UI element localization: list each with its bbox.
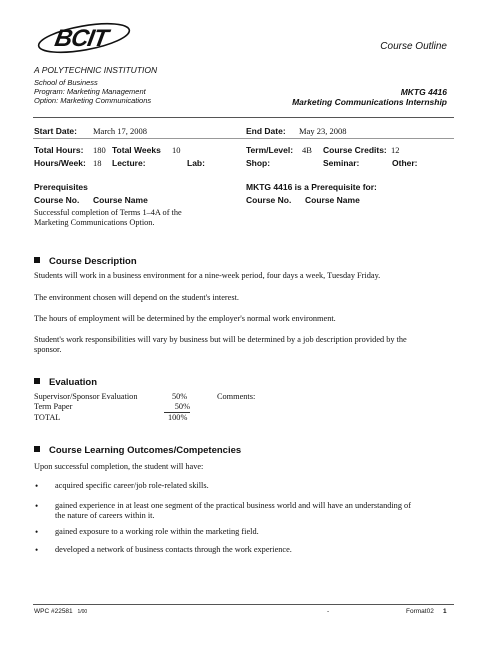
footer-wpc-number: WPC #22581 — [34, 608, 73, 615]
term-level-value: 4B — [302, 145, 312, 155]
school-info — [34, 78, 151, 105]
eval-pct: 50% — [172, 392, 188, 401]
prereq-text — [34, 208, 182, 228]
eval-pct: 100% — [168, 413, 188, 422]
description-p4-line: Student's work responsibilities will vary by business but will be determined by a job description provided by the — [34, 335, 407, 344]
institution-tagline: A POLYTECHNIC INSTITUTION — [34, 65, 158, 75]
footer-dash: - — [327, 608, 330, 615]
course-description-heading — [34, 256, 137, 267]
outcome-item: gained experience in at least one segment of the practical business world and will have an understanding of — [55, 501, 411, 510]
comments-label: Comments: — [217, 392, 256, 401]
start-date-label: Start Date: — [34, 126, 77, 136]
outcome-item-continued: the nature of careers within it. — [55, 511, 155, 520]
seminar-label: Seminar: — [323, 158, 360, 168]
outcome-item: acquired specific career/job role-related skills. — [55, 481, 209, 490]
bullet-icon: • — [35, 501, 39, 511]
bcit-logo: BCIT — [52, 25, 110, 52]
doc-type-title: Course Outline — [380, 41, 447, 52]
outcome-item: gained exposure to a working role within the marketing field. — [55, 527, 259, 536]
other-label: Other: — [392, 158, 418, 168]
prereq-col-course-name: Course Name — [93, 195, 148, 205]
footer-format: Format02 — [406, 608, 434, 615]
course-title: Marketing Communications Internship — [292, 97, 447, 107]
eval-item: Term Paper — [34, 402, 73, 411]
description-p4 — [34, 335, 407, 355]
footer-doc-id — [34, 608, 87, 615]
end-date-value: May 23, 2008 — [299, 126, 347, 136]
evaluation-heading — [34, 377, 97, 388]
course-code: MKTG 4416 — [400, 87, 447, 97]
header-divider — [33, 117, 454, 118]
description-p1: Students will work in a business environment for a nine-week period, four days a week, Tuesday Friday. — [34, 271, 381, 280]
start-date-value: March 17, 2008 — [93, 126, 148, 136]
total-hours-value: 180 — [93, 145, 106, 155]
page-number: 1 — [443, 608, 447, 615]
is-prereq-col-course-name: Course Name — [305, 195, 360, 205]
outcomes-title: Course Learning Outcomes/Competencies — [49, 445, 242, 456]
bullet-icon: • — [35, 527, 39, 537]
course-identity — [292, 87, 447, 107]
is-prereq-col-course-no: Course No. — [246, 195, 292, 205]
eval-item: Supervisor/Sponsor Evaluation — [34, 392, 138, 401]
outcomes-intro: Upon successful completion, the student will have: — [34, 462, 204, 471]
option-name: Option: Marketing Communications — [34, 96, 152, 105]
prereq-text-line: Successful completion of Terms 1–4A of the — [34, 208, 182, 217]
shop-label: Shop: — [246, 158, 271, 168]
description-p4-line: sponsor. — [34, 345, 62, 354]
prerequisites-heading: Prerequisites — [34, 182, 88, 192]
lab-label: Lab: — [187, 158, 205, 168]
course-credits-label: Course Credits: — [323, 145, 387, 155]
eval-item: TOTAL — [34, 413, 61, 422]
school-name: School of Business — [34, 78, 98, 87]
eval-pct: 50% — [164, 402, 190, 413]
total-weeks-value: 10 — [172, 145, 181, 155]
is-prereq-heading: MKTG 4416 is a Prerequisite for: — [246, 182, 377, 192]
end-date-label: End Date: — [246, 126, 286, 136]
hours-week-value: 18 — [93, 158, 102, 168]
info-divider — [33, 138, 454, 139]
outcome-item: developed a network of business contacts through the work experience. — [55, 545, 292, 554]
footer-version: 1/00 — [77, 609, 88, 615]
description-p2: The environment chosen will depend on the student's interest. — [34, 293, 239, 302]
total-weeks-label: Total Weeks — [112, 145, 161, 155]
prereq-col-course-no: Course No. — [34, 195, 80, 205]
course-description-title: Course Description — [49, 256, 137, 267]
footer-divider — [33, 604, 454, 605]
prereq-text-line: Marketing Communications Option. — [34, 218, 155, 227]
bullet-icon: • — [35, 481, 39, 491]
lecture-label: Lecture: — [112, 158, 146, 168]
term-level-label: Term/Level: — [246, 145, 294, 155]
course-credits-value: 12 — [391, 145, 400, 155]
section-square-icon — [34, 257, 40, 263]
evaluation-title: Evaluation — [49, 377, 98, 388]
total-hours-label: Total Hours: — [34, 145, 84, 155]
description-p3: The hours of employment will be determined by the employer's normal work environment. — [34, 314, 336, 323]
program-name: Program: Marketing Management — [34, 87, 146, 96]
hours-week-label: Hours/Week: — [34, 158, 86, 168]
section-square-icon — [34, 446, 40, 452]
outcomes-heading — [34, 445, 241, 456]
section-square-icon — [34, 378, 40, 384]
bullet-icon: • — [35, 545, 39, 555]
